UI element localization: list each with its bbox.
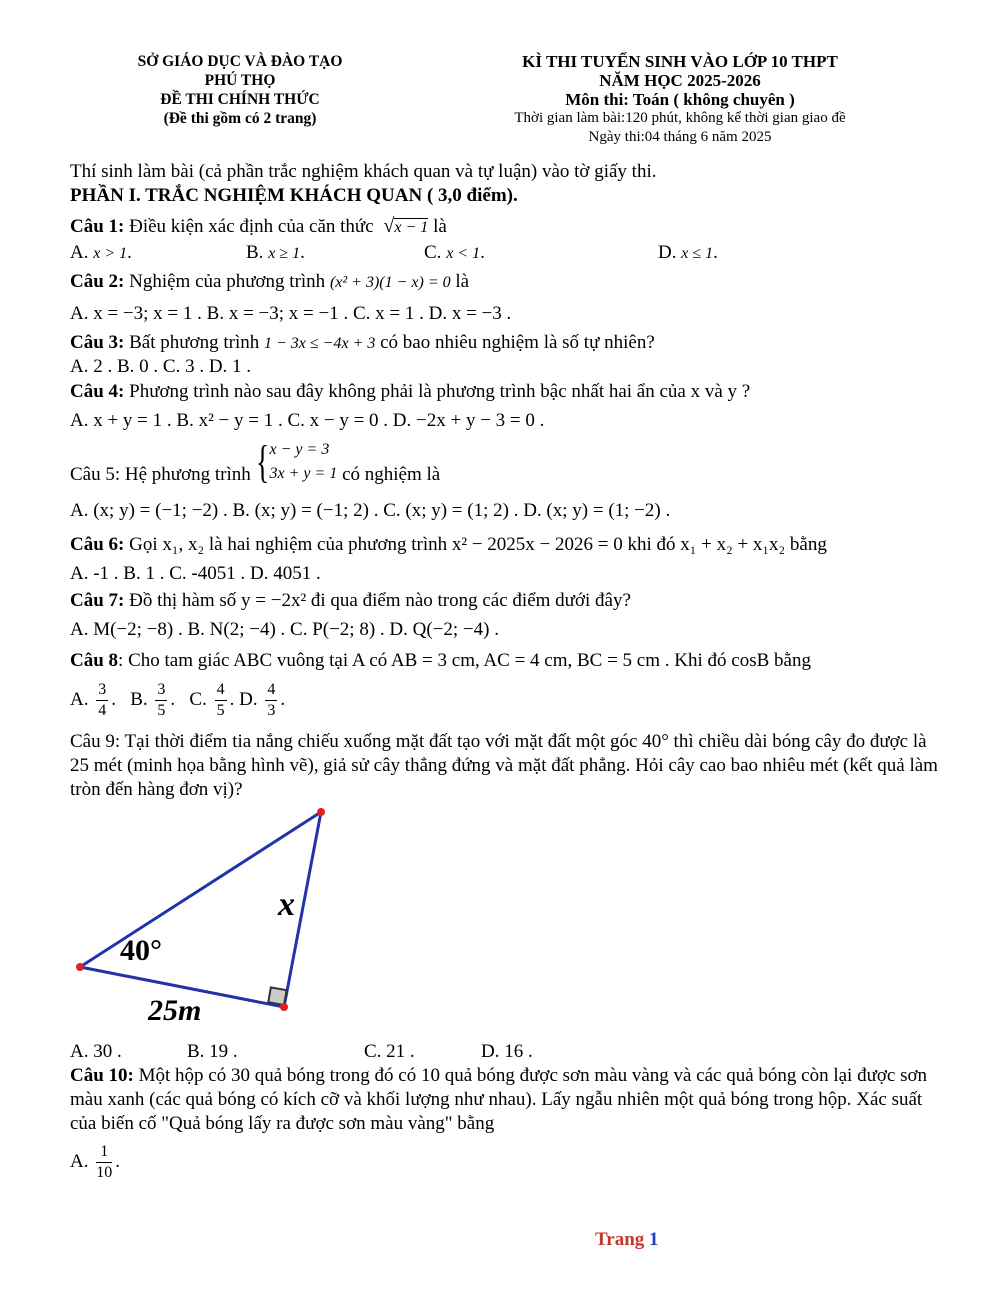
header-right [470,52,890,147]
angle-label: 40° [120,934,162,967]
q4-text: Phương trình nào sau đây không phải là phương trình bậc nhất hai ẩn của x và y ? [129,381,751,402]
side-label-x: x [278,886,295,923]
vertex-b [317,808,325,816]
q6-label: Câu 6: [70,534,125,555]
exam-date: Ngày thi:04 tháng 6 năm 2025 [588,129,772,145]
page-footer [595,1229,659,1251]
q1-opt-c: C. x < 1. [424,242,485,263]
q8-opt-d-label: D. [239,689,258,710]
base-label: 25m [148,994,202,1025]
question-7 [70,589,631,613]
q9-opt-a: A. 30 . [70,1041,122,1062]
vertex-a [76,963,84,971]
q8-label: Câu 8 [70,650,119,671]
q1-text: Điều kiện xác định của căn thức [129,216,374,237]
q1-tail: là [433,216,447,237]
q6-text: Gọi x₁, x₂ là hai nghiệm của phương trình x² − 2025x − 2026 = 0 khi đó x₁ + x₂ + x₁x₂ bằng [129,534,827,555]
q9-opt-b: B. 19 . [187,1041,238,1062]
q5-text: Câu 5: Hệ phương trình [70,464,251,486]
q2-tail: là [455,271,470,292]
q3-expr: 1 − 3x ≤ −4x + 3 [264,335,376,352]
q8-options: A. $\frac{3}{4}$ . B. $\frac{3}{5}$ . C. $\frac{4}{5}$ . D. $\frac{4}{3}$ . [70,681,286,720]
question-5 [70,436,441,492]
q4-options: A. x + y = 1 . B. x² − y = 1 . C. x − y = 0 . D. −2x + y − 3 = 0 . [70,410,545,431]
question-9: Câu 9: Tại thời điểm tia nắng chiếu xuống mặt đất tạo với mặt đất một góc 40° thì chiều dài bóng cây đo được là 25 mét (minh họa bằng hình vẽ), giả sử cây thẳng đứng và mặt đất phẳng. Hỏi cây cao bao nhiêu mét (kết quả làm tròn đến hàng đơn vị)? [70,731,938,800]
exam-time: Thời gian làm bài:120 phút, không kể thời gian giao đề [514,110,846,126]
header-dept: SỞ GIÁO DỤC VÀ ĐÀO TẠO [137,53,343,70]
q8-opt-c-label: C. [189,689,207,710]
q1-opt-b: B. x ≥ 1. [246,242,305,263]
footer-label: Trang [595,1229,645,1250]
q3-text: Bất phương trình [129,332,260,353]
q7-label: Câu 7: [70,590,125,611]
exam-title: KÌ THI TUYỂN SINH VÀO LỚP 10 THPT [522,52,838,71]
q2-label: Câu 2: [70,271,125,292]
q2-text: Nghiệm của phương trình [129,271,326,292]
q9-figure [60,800,350,1025]
intro-text: Thí sinh làm bài (cả phần trắc nghiệm khách quan và tự luận) vào tờ giấy thi. [70,161,657,182]
q3-tail: có bao nhiêu nghiệm là số tự nhiên? [380,332,655,353]
q3-label: Câu 3: [70,332,125,353]
q7-options: A. M(−2; −8) . B. N(2; −4) . C. P(−2; 8) . D. Q(−2; −4) . [70,619,499,640]
q8-opt-a-frac: $\frac{3}{4}$ [98,681,107,720]
header-pages: (Đề thi gồm có 2 trang) [163,110,317,127]
q8-opt-b-label: B. [130,689,148,710]
question-8 [70,649,811,673]
q8-opt-d-frac: $\frac{4}{3}$ [267,681,276,720]
question-2 [70,270,469,295]
q8-opt-c-frac: $\frac{4}{5}$ [216,681,225,720]
q5-system [256,438,338,486]
q9-opt-c: C. 21 . [364,1041,415,1062]
header-left [95,52,385,128]
q5-tail: có nghiệm là [342,464,441,486]
q10-opt-a-label: A. [70,1151,89,1172]
q8-opt-b-frac: $\frac{3}{5}$ [157,681,166,720]
question-6 [70,533,827,557]
exam-subject: Môn thi: Toán ( không chuyên ) [565,90,795,109]
header-province: PHÚ THỌ [204,72,276,89]
q10-label: Câu 10: [70,1065,134,1086]
q7-text: Đồ thị hàm số y = −2x² đi qua điểm nào trong các điểm dưới đây? [129,590,631,611]
q6-options: A. -1 . B. 1 . C. -4051 . D. 4051 . [70,563,321,584]
q8-text: : Cho tam giác ABC vuông tại A có AB = 3 cm, AC = 4 cm, BC = 5 cm . Khi đó cosB bằng [118,650,811,671]
q9-opt-d: D. 16 . [481,1041,533,1062]
q5-eq2: 3x + y = 1 [269,465,338,482]
right-angle-mark [268,987,286,1005]
q1-opt-d: D. x ≤ 1. [658,242,718,263]
header-official: ĐỀ THI CHÍNH THỨC [160,91,320,108]
q3-options: A. 2 . B. 0 . C. 3 . D. 1 . [70,356,252,377]
q1-expr: x − 1 [394,219,429,236]
vertex-c [280,1003,288,1011]
footer-page-number: 1 [649,1229,659,1250]
q10-text: Một hộp có 30 quả bóng trong đó có 10 quả bóng được sơn màu vàng và các quả bóng còn lại được sơn màu xanh (các quả bóng có kích cỡ và khối lượng như nhau). Lấy ngẫu nhiên một quả bóng trong hộp. Xác suất của biến cố "Quả bóng lấy ra được sơn màu vàng" bằng [70,1065,928,1134]
part1-title: PHẦN I. TRẮC NGHIỆM KHÁCH QUAN ( 3,0 điểm). [70,185,518,206]
q10-opt-a-frac: $\frac{1}{10}$ [96,1143,113,1182]
q1-label: Câu 1: [70,216,125,237]
question-10 [70,1064,945,1136]
q2-options: A. x = −3; x = 1 . B. x = −3; x = −1 . C. x = 1 . D. x = −3 . [70,303,512,324]
q5-eq1: x − y = 3 [269,441,330,458]
question-4 [70,380,750,404]
q4-label: Câu 4: [70,381,125,402]
q10-option-a: A. $\frac{1}{10}$ . [70,1143,120,1182]
exam-year: NĂM HỌC 2025-2026 [599,71,761,90]
brace-icon: { [255,436,269,487]
q8-opt-a-label: A. [70,689,89,710]
question-3 [70,331,655,356]
question-1: Câu 1: Điều kiện xác định của căn thức √x − 1 là [70,215,447,237]
q1-opt-a: A. x > 1. [70,242,132,263]
q2-expr: (x² + 3)(1 − x) = 0 [329,274,451,291]
q5-options: A. (x; y) = (−1; −2) . B. (x; y) = (−1; 2) . C. (x; y) = (1; 2) . D. (x; y) = (1; −2) . [70,500,671,521]
